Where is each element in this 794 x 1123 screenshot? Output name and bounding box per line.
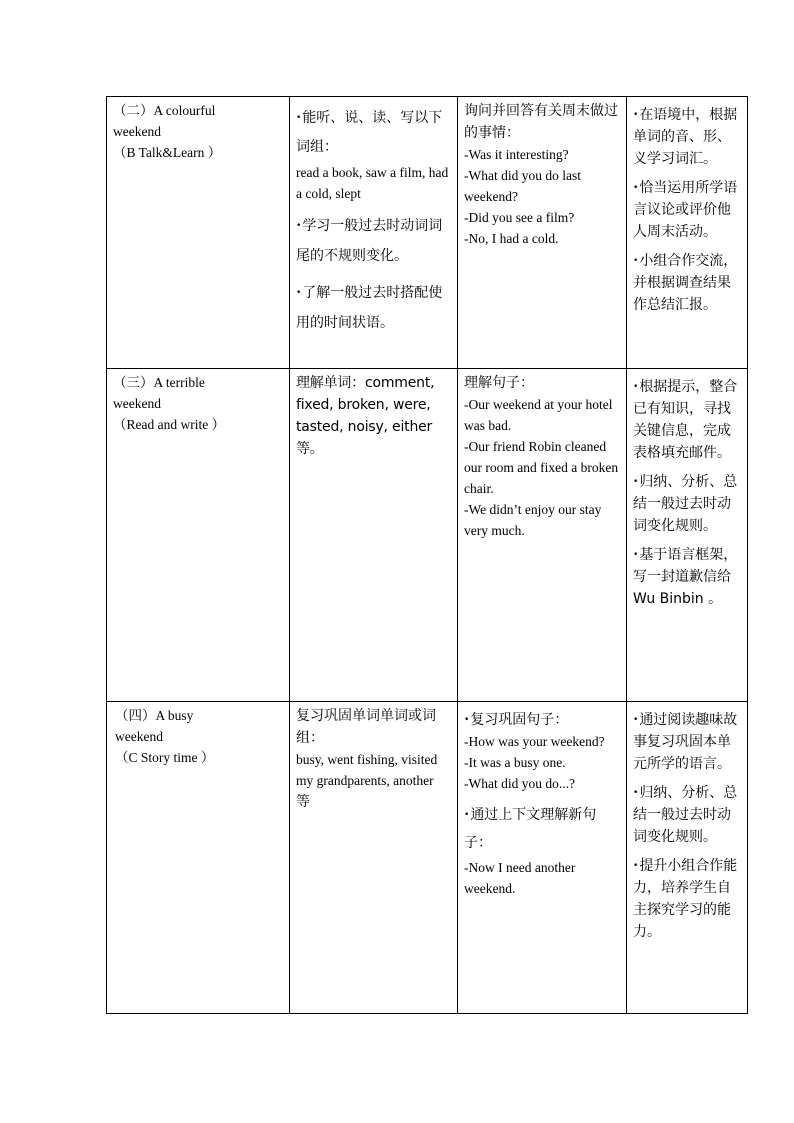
- vocab-cell: [290, 97, 458, 369]
- vocab-intro: • 能听、说、读、写以下词组：: [296, 104, 451, 162]
- sentence-cell: [458, 97, 627, 369]
- sentence-item: -It was a busy one.: [464, 755, 566, 770]
- vocab-point: • 学习一般过去时动词词尾的不规则变化。: [296, 211, 451, 271]
- section-title: （四）A busy: [115, 708, 194, 723]
- sentence-item: -What did you do last weekend?: [464, 168, 581, 204]
- section-cell: [107, 369, 290, 702]
- section-cell: [107, 702, 290, 1014]
- sentence-item: -Now I need another weekend.: [464, 860, 576, 896]
- table-row: [107, 97, 748, 369]
- goal-item: • 根据提示，整合已有知识，寻找关键信息，完成表格填充邮件。: [633, 376, 741, 464]
- vocab-intro: 复习巩固单词单词或词组：: [296, 708, 436, 746]
- sentence-cell: [458, 702, 627, 1014]
- section-subtitle: （Read and write ）: [113, 417, 226, 432]
- section-cell: [107, 97, 290, 369]
- table-row: [107, 702, 748, 1014]
- sentence-item: -How was your weekend?: [464, 734, 605, 749]
- sentence-item: -We didn’t enjoy our stay very much.: [464, 502, 602, 538]
- goal-item: • 归纳、分析、总结一般过去时动词变化规则。: [633, 471, 741, 537]
- goals-cell: [627, 97, 748, 369]
- vocab-intro: 理解单词：comment, fixed, broken, were, tasted, noisy, either 等。: [296, 375, 435, 457]
- sentence-intro: • 复习巩固句子：: [464, 709, 620, 731]
- goal-item: • 基于语言框架，写一封道歉信给 Wu Binbin 。: [633, 544, 741, 610]
- goals-cell: [627, 369, 748, 702]
- sentence-intro: 询问并回答有关周末做过的事情：: [464, 103, 618, 141]
- section-title-cont: weekend: [113, 124, 161, 139]
- sentence-item: -Our friend Robin cleaned our room and fixed a broken chair.: [464, 439, 619, 496]
- goal-item: • 小组合作交流，并根据调查结果作总结汇报。: [633, 250, 741, 316]
- sentence-item: -No, I had a cold.: [464, 231, 559, 246]
- goal-item: • 通过阅读趣味故事复习巩固本单元所学的语言。: [633, 709, 741, 775]
- section-title: （三）A terrible: [113, 375, 205, 390]
- goal-item: • 在语境中，根据单词的音、形、义学习词汇。: [633, 104, 741, 170]
- vocab-words: read a book, saw a film, had a cold, slept: [296, 165, 449, 201]
- section-subtitle: （B Talk&Learn ）: [113, 145, 222, 160]
- sentence-item: -What did you do...?: [464, 776, 575, 791]
- vocab-cell: [290, 369, 458, 702]
- goal-item: • 归纳、分析、总结一般过去时动词变化规则。: [633, 782, 741, 848]
- goal-item: • 恰当运用所学语言议论或评价他人周末活动。: [633, 177, 741, 243]
- sentence-item: -Was it interesting?: [464, 147, 569, 162]
- sentence-intro: • 通过上下文理解新句子：: [464, 801, 620, 857]
- vocab-cell: [290, 702, 458, 1014]
- table-row: [107, 369, 748, 702]
- section-title-cont: weekend: [115, 729, 163, 744]
- sentence-item: -Our weekend at your hotel was bad.: [464, 397, 613, 433]
- sentence-intro: 理解句子：: [464, 375, 534, 391]
- section-title-cont: weekend: [113, 396, 161, 411]
- goals-cell: [627, 702, 748, 1014]
- section-title: （二）A colourful: [113, 103, 216, 118]
- vocab-words: busy, went fishing, visited my grandparents, another: [296, 752, 438, 788]
- goal-item: • 提升小组合作能力，培养学生自主探究学习的能力。: [633, 855, 741, 943]
- sentence-item: -Did you see a film?: [464, 210, 575, 225]
- vocab-point: • 了解一般过去时搭配使用的时间状语。: [296, 278, 451, 338]
- vocab-tail: 等: [296, 794, 310, 810]
- lesson-plan-table: [106, 96, 748, 1014]
- section-subtitle: （C Story time ）: [115, 750, 215, 765]
- sentence-cell: [458, 369, 627, 702]
